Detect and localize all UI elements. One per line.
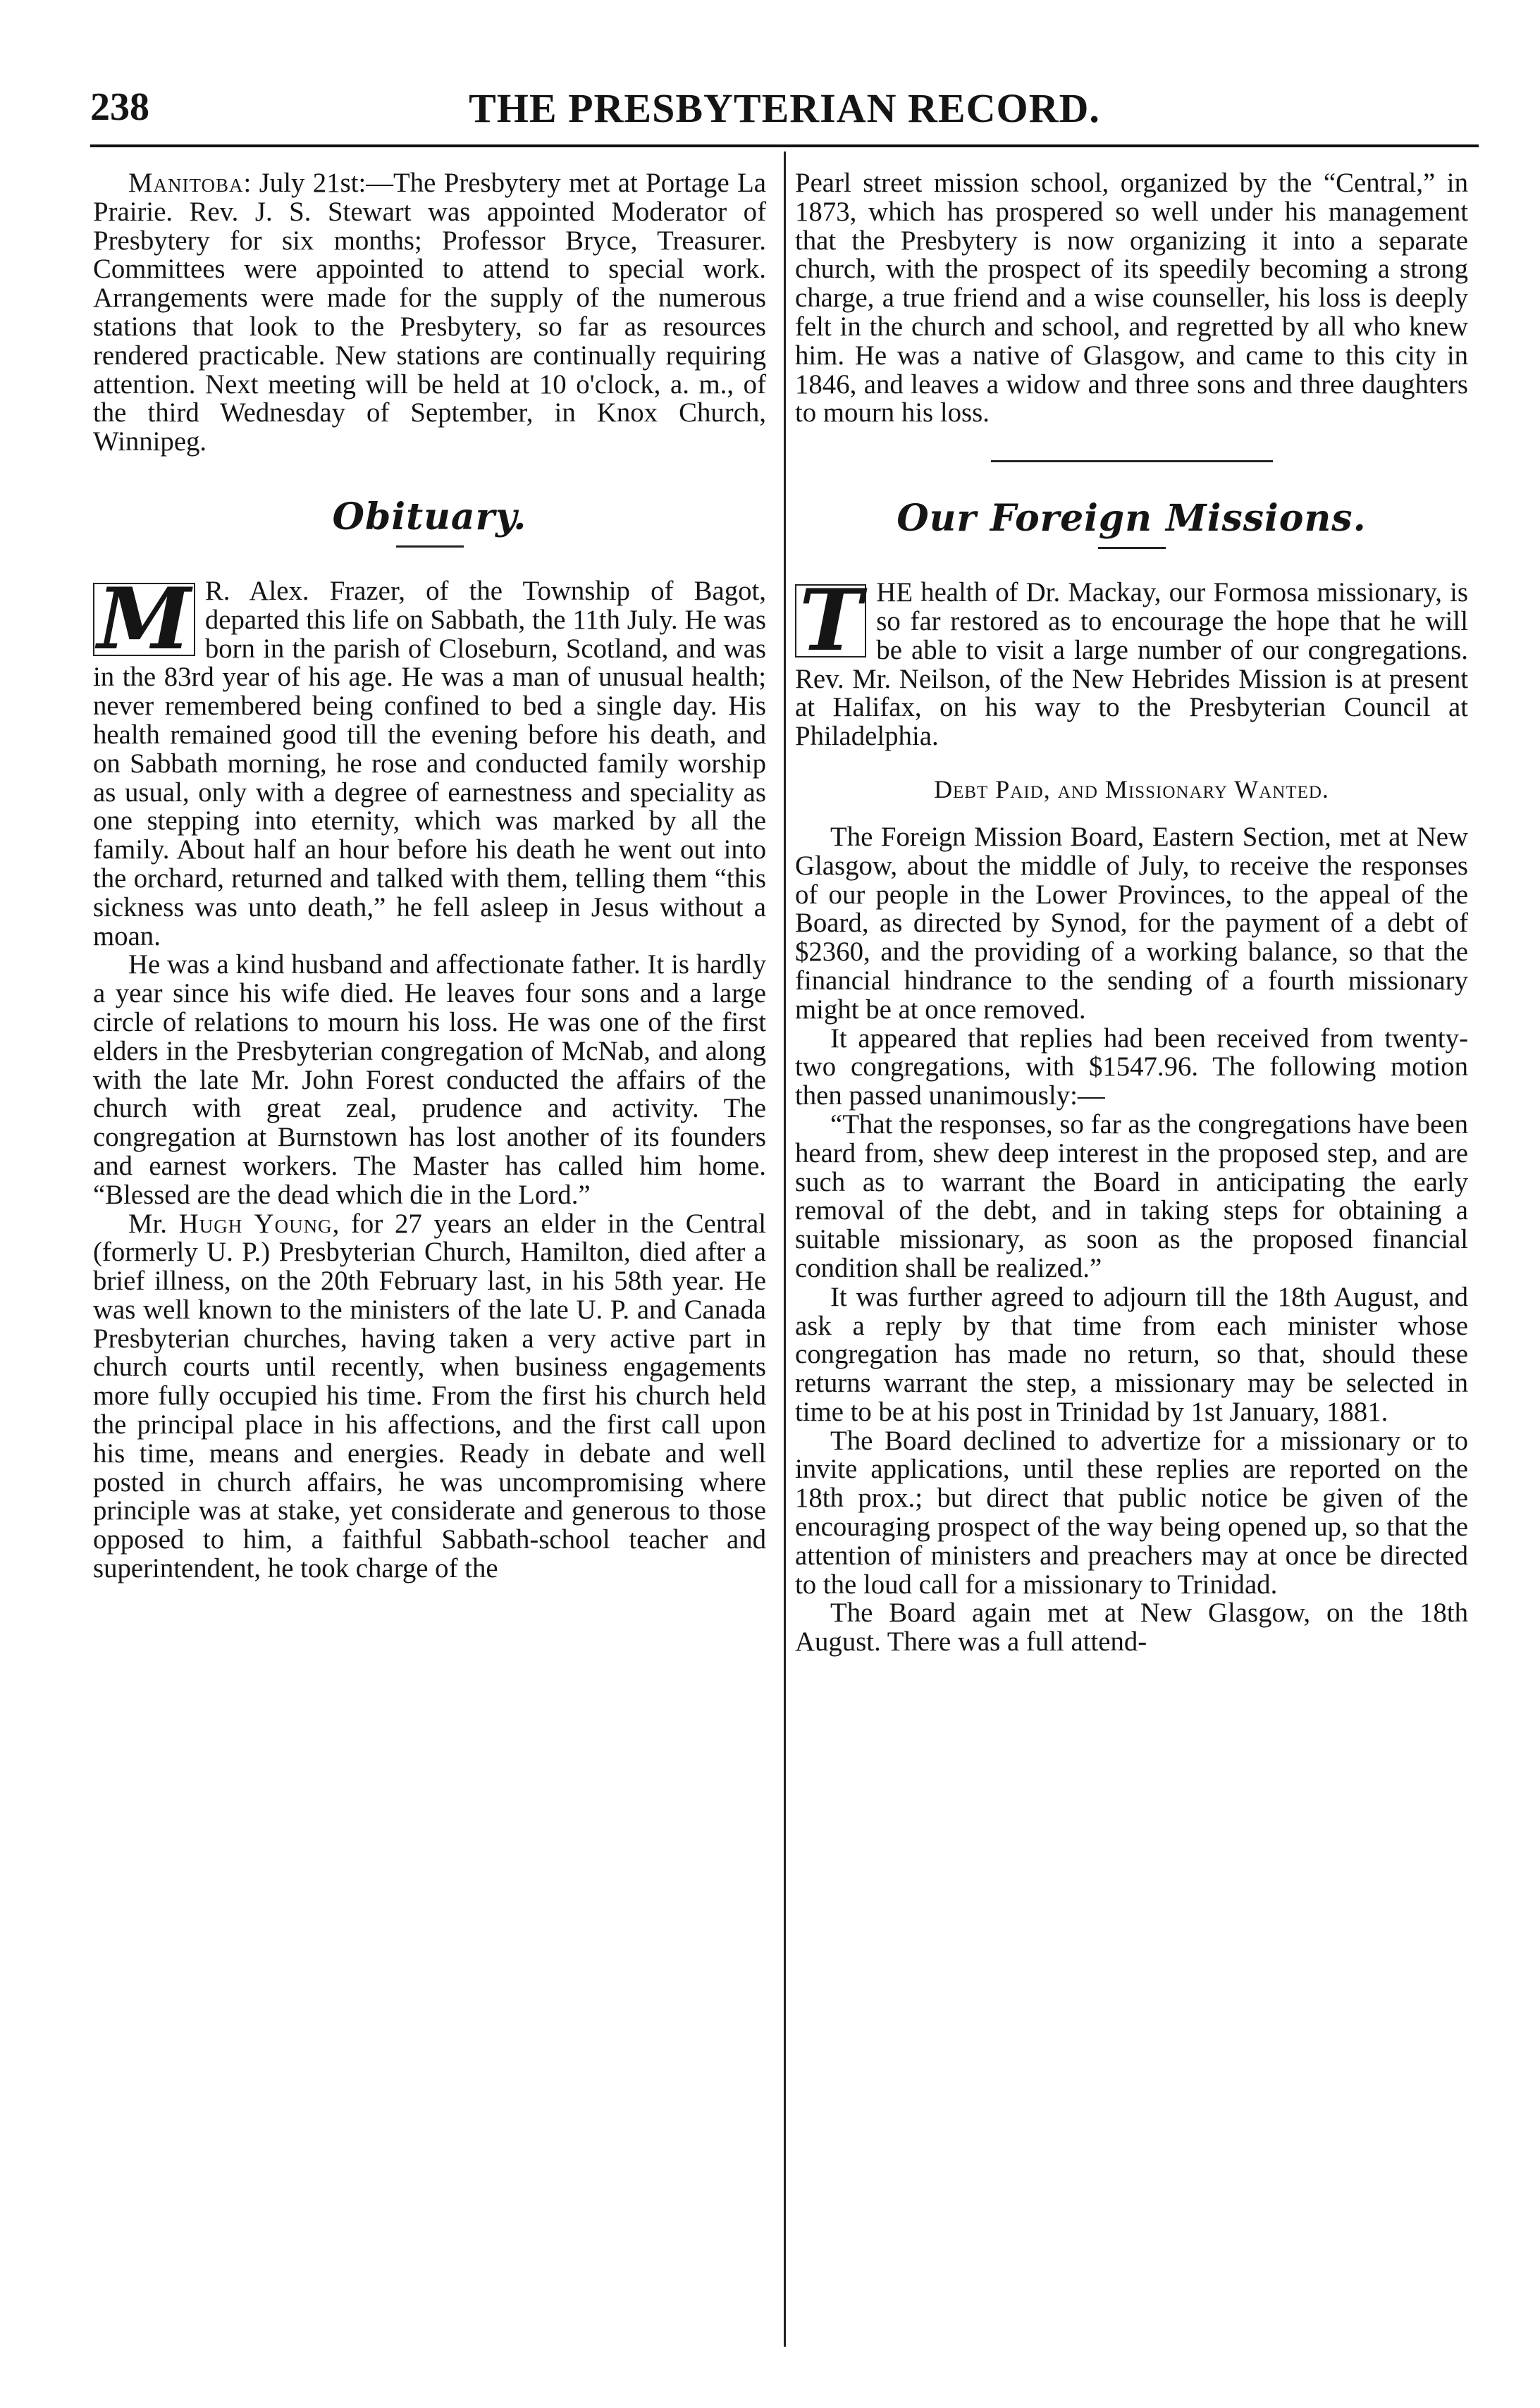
- obituary-heading-rule: [396, 545, 464, 548]
- page-number: 238: [90, 85, 149, 129]
- foreign-missions-heading-rule: [1098, 547, 1166, 549]
- missions-mackay-paragraph: [795, 571, 1468, 752]
- obituary-frazer-family-paragraph: He was a kind husband and affectionate father. It is hardly a year since his wife died. He leaves four sons and a large circle of relations to mourn his loss. He was one of the first elders in the Presbyterian congregation of McNab, and along with the late Mr. John Forest conducted the affairs of the church with great zeal, prudence and activity. The congregation at Burnstown has lost another of its founders and earnest workers. The Master has called him home. “Blessed are the dead which die in the Lord.”: [93, 949, 766, 1210]
- obituary-young-paragraph: [93, 1210, 766, 1583]
- header-rule: [90, 144, 1479, 147]
- page-header: [90, 85, 1479, 141]
- debt-paid-subheading: Debt Paid, and Missionary Wanted.: [934, 774, 1329, 803]
- missions-dropcap: T: [795, 584, 866, 657]
- obituary-heading: Obituary.: [332, 495, 527, 538]
- obituary-continuation-paragraph: Pearl street mission school, organized by the “Central,” in 1873, which has prospered so well under his management that the Presbytery is now organizing it into a separate church, with the prospect of its speedily becoming a strong charge, a true friend and a wise counseller, his loss is deeply felt in the church and school, and regretted by all who knew him. He was a native of Glasgow, and came to this city in 1846, and leaves a widow and three sons and three daughters to mourn his loss.: [795, 168, 1468, 428]
- obituary-frazer-text: R. Alex. Frazer, of the Township of Bagot, departed this life on Sabbath, the 11th July. He was born in the parish of Closeburn, Scotland, and was in the 83rd year of his age. He was a man of unusual health; never remembered being confined to bed a single day. His health remained good till the evening before his death, and on Sabbath morning, he rose and conducted family worship as usual, only with a degree of earnestness and speciality as one stepping into eternity, which was marked by all the family. About half an hour before his death he went out into the orchard, returned and talked with them, telling them “this sickness was unto death,” he fell asleep in Jesus without a moan.: [93, 575, 766, 951]
- right-column: [795, 169, 1468, 1657]
- foreign-missions-heading: Our Foreign Missions.: [897, 497, 1367, 541]
- august-meeting-paragraph: The Board again met at New Glasgow, on the 18th August. There was a full attend-: [795, 1598, 1468, 1657]
- page-title: THE PRESBYTERIAN RECORD.: [469, 85, 1100, 131]
- manitoba-paragraph: [93, 169, 766, 457]
- board-meeting-paragraph: The Foreign Mission Board, Eastern Section, met at New Glasgow, about the middle of July, to receive the responses of our people in the Lower Provinces, to the appeal of the Board, as directed by Synod, for the payment of a debt of $2360, and the providing of a working balance, so that the financial hindrance to the sending of a fourth missionary might be at once removed.: [795, 821, 1468, 1025]
- obituary-dropcap: M: [93, 583, 195, 656]
- obituary-young-prefix: Mr.: [128, 1208, 167, 1239]
- missions-mackay-text: HE health of Dr. Mackay, our Formosa missionary, is so far restored as to encourage the hope that he will be able to visit a large number of our congregations. Rev. Mr. Neilson, of the New Hebrides Mission is at present at Halifax, on his way to the Presbyterian Council at Philadelphia.: [795, 577, 1468, 752]
- manitoba-lead: Manitoba: [128, 168, 244, 198]
- adjourn-paragraph: It was further agreed to adjourn till the 18th August, and ask a reply by that time from each minister whose congregation has made no return, so that, should these returns warrant the step, a missionary may be selected in time to be at his post in Trinidad by 1st January, 1881.: [795, 1281, 1468, 1427]
- column-divider: [784, 152, 786, 2347]
- section-separator-rule: [991, 460, 1273, 462]
- obituary-frazer-paragraph: [93, 569, 766, 951]
- manitoba-text: : July 21st:—The Presbytery met at Portage La Prairie. Rev. J. S. Stewart was appointed Moderator of Presbytery for six months; Professor Bryce, Treasurer. Committees were appointed to attend to special work. Arrangements were made for the supply of the numerous stations that look to the Presbytery, so far as resources rendered practicable. New stations are continually requiring attention. Next meeting will be held at 10 o'clock, a. m., of the third Wednesday of September, in Knox Church, Winnipeg.: [93, 168, 766, 457]
- left-column: [93, 169, 766, 1583]
- obituary-young-text: , for 27 years an elder in the Central (formerly U. P.) Presbyterian Church, Hamilton, died after a brief illness, on the 20th February last, in his 58th year. He was well known to the ministers of the late U. P. and Canada Presbyterian churches, having taken a very active part in church courts until recently, when business engagements more fully occupied his time. From the first his church held the principal place in his affections, and the first call upon his time, means and energies. Ready in debate and well posted in church affairs, he was uncompromising where principle was at stake, yet considerate and generous to those opposed to him, a faithful Sabbath-school teacher and superintendent, he took charge of the: [93, 1208, 766, 1584]
- obituary-young-name: Hugh Young: [178, 1208, 333, 1239]
- motion-paragraph: “That the responses, so far as the congregations have been heard from, shew deep interest in the proposed step, and are such as to warrant the Board in anticipating the early removal of the debt, and in taking steps for obtaining a suitable missionary, as soon as the proposed financial condition shall be realized.”: [795, 1109, 1468, 1283]
- advertize-paragraph: The Board declined to advertize for a missionary or to invite applications, until these replies are reported on the 18th prox.; but direct that public notice be given of the encouraging prospect of the way being opened up, so that the attention of ministers and preachers may at once be directed to the loud call for a missionary to Trinidad.: [795, 1425, 1468, 1600]
- replies-paragraph: It appeared that replies had been received from twenty-two congregations, with $1547.96. The following motion then passed unanimously:—: [795, 1023, 1468, 1111]
